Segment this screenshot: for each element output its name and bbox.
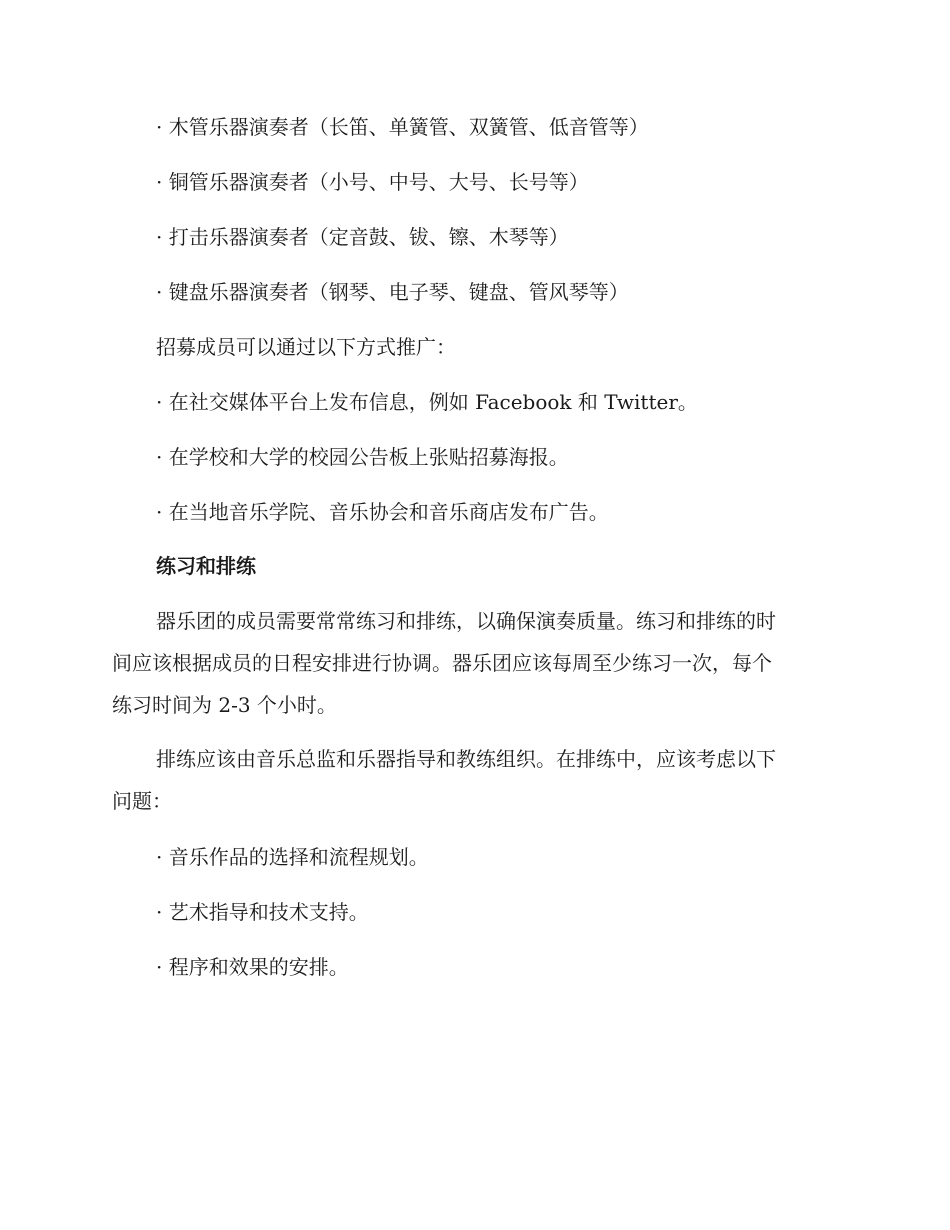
rehearsal-item-repertoire: · 音乐作品的选择和流程规划。 (156, 845, 429, 869)
instrument-list-item-woodwind: · 木管乐器演奏者（长笛、单簧管、双簧管、低音管等） (156, 115, 649, 139)
rehearsal-item-artistic-support: · 艺术指导和技术支持。 (156, 900, 369, 924)
recruitment-item-campus-board: · 在学校和大学的校园公告板上张贴招募海报。 (156, 445, 569, 469)
instrument-list-item-brass: · 铜管乐器演奏者（小号、中号、大号、长号等） (156, 170, 589, 194)
recruitment-item-local-ads: · 在当地音乐学院、音乐协会和音乐商店发布广告。 (156, 500, 609, 524)
instrument-list-item-percussion: · 打击乐器演奏者（定音鼓、钹、镲、木琴等） (156, 225, 569, 249)
practice-paragraph-2-line-2: 问题： (112, 789, 172, 813)
practice-paragraph-1-line-1: 器乐团的成员需要常常练习和排练，以确保演奏质量。练习和排练的时 (156, 609, 776, 633)
instrument-list-item-keyboard: · 键盘乐器演奏者（钢琴、电子琴、键盘、管风琴等） (156, 280, 629, 304)
practice-paragraph-2-line-1: 排练应该由音乐总监和乐器指导和教练组织。在排练中，应该考虑以下 (156, 747, 776, 771)
recruitment-item-social-media: · 在社交媒体平台上发布信息，例如 Facebook 和 Twitter。 (156, 390, 698, 414)
recruitment-intro: 招募成员可以通过以下方式推广： (156, 335, 456, 359)
practice-paragraph-1-line-2: 间应该根据成员的日程安排进行协调。器乐团应该每周至少练习一次，每个 (112, 651, 772, 675)
practice-paragraph-1-line-3: 练习时间为 2-3 个小时。 (112, 693, 337, 717)
section-heading-practice: 练习和排练 (156, 554, 256, 578)
rehearsal-item-program-effects: · 程序和效果的安排。 (156, 955, 349, 979)
